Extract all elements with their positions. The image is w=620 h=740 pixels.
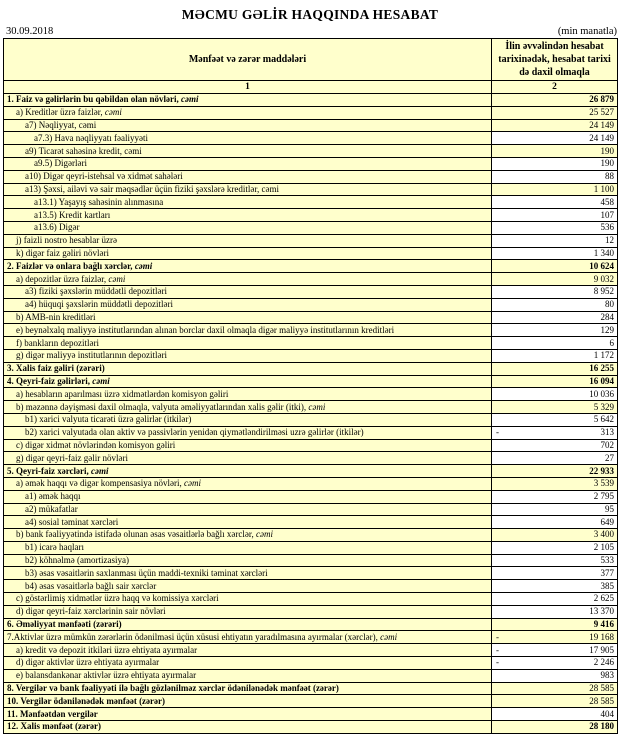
- table-row: [4, 669, 618, 682]
- row-value: [492, 375, 618, 388]
- row-value: [492, 94, 618, 107]
- row-label: 5. Qeyri-faiz xərcləri, cəmi: [4, 465, 492, 478]
- row-amount: 536: [600, 222, 614, 233]
- row-value: [492, 209, 618, 222]
- row-label: b) AMB-nin kreditləri: [4, 311, 492, 324]
- row-label: a13.5) Kredit kartları: [4, 209, 492, 222]
- row-value: [492, 337, 618, 350]
- row-value: [492, 324, 618, 337]
- row-label: b) bank fəaliyyətində istifadə olunan əsas vəsaitlərlə bağlı xərclər, cəmi: [4, 529, 492, 542]
- row-label: 1. Faiz və gəlirlərin bu qəbildən olan növləri, cəmi: [4, 94, 492, 107]
- table-row: [4, 324, 618, 337]
- row-amount: 1 100: [593, 183, 614, 194]
- column-index-2: 2: [492, 81, 618, 94]
- table-row: [4, 465, 618, 478]
- table-row: [4, 477, 618, 490]
- row-label: 4. Qeyri-faiz gəlirləri, cəmi: [4, 375, 492, 388]
- row-value: [492, 554, 618, 567]
- row-amount: 2 625: [593, 593, 614, 604]
- row-value: [492, 477, 618, 490]
- row-amount: 3 400: [593, 529, 614, 540]
- column-header-items: Mənfəət və zərər maddələri: [4, 39, 492, 81]
- table-row: [4, 503, 618, 516]
- table-row: [4, 529, 618, 542]
- row-label: a7.3) Hava nəqliyyatı fəaliyyəti: [4, 132, 492, 145]
- table-row: [4, 452, 618, 465]
- table-row: [4, 413, 618, 426]
- row-amount: 28 585: [589, 695, 614, 706]
- row-value: [492, 490, 618, 503]
- row-amount: 24 149: [589, 119, 614, 130]
- row-amount: 2 246: [593, 657, 614, 668]
- row-value: [492, 145, 618, 158]
- row-label: d) digər qeyri-faiz xərclərinin sair növləri: [4, 605, 492, 618]
- table-row: [4, 682, 618, 695]
- minus-sign: -: [496, 631, 499, 642]
- row-amount: 16 094: [589, 375, 614, 386]
- row-label: e) beynəlxalq maliyyə institutlarından alınan borclar daxil olmaqla digər maliyyə institutlarının kreditləri: [4, 324, 492, 337]
- unit-note: (min manatla): [557, 26, 617, 37]
- row-value: [492, 682, 618, 695]
- row-label: 12. Xalis mənfəət (zərər): [4, 721, 492, 734]
- row-amount: 9 032: [593, 273, 614, 284]
- table-row: [4, 426, 618, 439]
- table-row: [4, 337, 618, 350]
- row-value: [492, 605, 618, 618]
- table-row: [4, 132, 618, 145]
- minus-sign: -: [496, 427, 499, 438]
- row-label: a3) fiziki şəxslərin müddətli depozitləri: [4, 285, 492, 298]
- table-row: [4, 618, 618, 631]
- row-value: [492, 413, 618, 426]
- row-label: d) digər aktivlər üzrə ehtiyata ayırmalar: [4, 657, 492, 670]
- row-value: [492, 644, 618, 657]
- table-row: [4, 567, 618, 580]
- table-row: [4, 541, 618, 554]
- row-value: [492, 196, 618, 209]
- row-amount: 13 370: [589, 606, 614, 617]
- row-value: [492, 657, 618, 670]
- row-label: c) göstərlimiş xidmətlər üzrə haqq və komissiya xərcləri: [4, 593, 492, 606]
- table-row: [4, 593, 618, 606]
- row-amount: 26 879: [589, 94, 614, 105]
- row-value: [492, 503, 618, 516]
- row-label: b1) xarici valyuta ticarəti üzrə gəlirlər (itkilər): [4, 413, 492, 426]
- row-value: [492, 349, 618, 362]
- row-value: [492, 426, 618, 439]
- table-row: [4, 490, 618, 503]
- row-value: [492, 170, 618, 183]
- row-amount: 17 905: [589, 644, 614, 655]
- row-amount: 404: [600, 708, 614, 719]
- table-row: [4, 183, 618, 196]
- table-row: [4, 644, 618, 657]
- table-row: [4, 170, 618, 183]
- meta-row: [0, 23, 620, 38]
- row-label: a9) Ticarət sahəsinə kredit, cəmi: [4, 145, 492, 158]
- row-amount: 3 539: [593, 478, 614, 489]
- row-amount: 458: [600, 196, 614, 207]
- row-amount: 533: [600, 555, 614, 566]
- table-row: [4, 388, 618, 401]
- row-label: a13.6) Digər: [4, 221, 492, 234]
- table-header: [4, 39, 618, 94]
- row-value: [492, 580, 618, 593]
- row-amount: 6: [609, 337, 614, 348]
- table-row: [4, 311, 618, 324]
- row-label: k) digər faiz gəliri növləri: [4, 247, 492, 260]
- page-title: MƏCMU GƏLİR HAQQINDA HESABAT: [181, 7, 439, 22]
- table-row: [4, 695, 618, 708]
- row-label: 10. Vergilər ödənilənədək mənfəət (zərər): [4, 695, 492, 708]
- row-label: 6. Əməliyyat mənfəəti (zərəri): [4, 618, 492, 631]
- row-value: [492, 247, 618, 260]
- report-date: 30.09.2018: [6, 26, 54, 37]
- row-value: [492, 298, 618, 311]
- row-amount: 28 180: [589, 721, 614, 732]
- row-label: b2) xarici valyutada olan aktiv və passivlərin yenidən qiymətləndirilməsi uzrə gəlirlər (itkilər): [4, 426, 492, 439]
- table-row: [4, 439, 618, 452]
- row-value: [492, 106, 618, 119]
- row-value: [492, 465, 618, 478]
- row-label: b4) əsas vəsaitlərlə bağlı sair xərclər: [4, 580, 492, 593]
- row-label: a4) hüquqi şəxslərin müddətli depozitləri: [4, 298, 492, 311]
- table-row: [4, 145, 618, 158]
- table-row: [4, 721, 618, 734]
- row-value: [492, 439, 618, 452]
- row-value: [492, 234, 618, 247]
- table-row: [4, 260, 618, 273]
- row-label: g) digər qeyri-faiz gəlir növləri: [4, 452, 492, 465]
- table-row: [4, 119, 618, 132]
- row-label: a2) mükafatlar: [4, 503, 492, 516]
- row-amount: 16 255: [589, 363, 614, 374]
- table-row: [4, 209, 618, 222]
- row-value: [492, 669, 618, 682]
- row-amount: 95: [605, 503, 614, 514]
- row-amount: 24 149: [589, 132, 614, 143]
- row-label: a) hesabların aparılması üzrə xidmətlərdən komisyon gəliri: [4, 388, 492, 401]
- row-label: a1) əmək haqqı: [4, 490, 492, 503]
- row-value: [492, 695, 618, 708]
- row-value: [492, 516, 618, 529]
- row-amount: 25 527: [589, 107, 614, 118]
- table-row: [4, 657, 618, 670]
- report-table-body: [4, 94, 618, 734]
- table-row: [4, 516, 618, 529]
- row-amount: 2 105: [593, 542, 614, 553]
- table-row: [4, 273, 618, 286]
- row-amount: 19 168: [589, 631, 614, 642]
- row-amount: 107: [600, 209, 614, 220]
- row-label: a13.1) Yaşayış sahəsinin alınmasına: [4, 196, 492, 209]
- row-value: [492, 541, 618, 554]
- row-label: a10) Digər qeyri-istehsal və xidmət sahələri: [4, 170, 492, 183]
- row-value: [492, 273, 618, 286]
- row-amount: 27: [605, 452, 614, 463]
- row-label: b1) icarə haqları: [4, 541, 492, 554]
- minus-sign: -: [496, 657, 499, 668]
- table-row: [4, 401, 618, 414]
- row-label: 7.Aktivlər üzrə mümkün zərərlərin ödənilməsi üçün xüsusi ehtiyatın yaradılmasına ayırmalar (xərclər), cəmi: [4, 631, 492, 644]
- row-label: a) Kreditlər üzrə faizlər, cəmi: [4, 106, 492, 119]
- row-amount: 702: [600, 439, 614, 450]
- row-value: [492, 401, 618, 414]
- row-amount: 80: [605, 299, 614, 310]
- row-label: a) depozitlər üzrə faizlər, cəmi: [4, 273, 492, 286]
- row-amount: 983: [600, 670, 614, 681]
- row-label: g) digər maliyyə institutlarının depozitləri: [4, 349, 492, 362]
- row-value: [492, 721, 618, 734]
- table-row: [4, 605, 618, 618]
- row-value: [492, 529, 618, 542]
- row-amount: 5 329: [593, 401, 614, 412]
- table-row: [4, 106, 618, 119]
- minus-sign: -: [496, 644, 499, 655]
- row-amount: 22 933: [589, 465, 614, 476]
- row-label: 8. Vergilər və bank fəaliyyəti ilə bağlı gözlənilməz xərclər ödənilənədək mənfəət (zərər): [4, 682, 492, 695]
- row-amount: 1 172: [593, 350, 614, 361]
- row-label: a) əmək haqqı və digər kompensasiya növləri, cəmi: [4, 477, 492, 490]
- table-row: [4, 580, 618, 593]
- row-value: [492, 157, 618, 170]
- row-amount: 190: [600, 145, 614, 156]
- row-value: [492, 132, 618, 145]
- table-row: [4, 631, 618, 644]
- row-amount: 28 585: [589, 683, 614, 694]
- table-row: [4, 157, 618, 170]
- row-label: 2. Faizlər və onlara bağlı xərclər, cəmi: [4, 260, 492, 273]
- row-value: [492, 708, 618, 721]
- row-amount: 1 340: [593, 247, 614, 258]
- row-value: [492, 119, 618, 132]
- row-value: [492, 260, 618, 273]
- row-label: b2) köhnəlmə (amortizasiya): [4, 554, 492, 567]
- row-label: a7) Nəqliyyat, cəmi: [4, 119, 492, 132]
- row-amount: 88: [605, 171, 614, 182]
- row-label: a) kredit və depozit itkiləri üzrə ehtiyata ayırmalar: [4, 644, 492, 657]
- table-row: [4, 554, 618, 567]
- row-value: [492, 631, 618, 644]
- row-amount: 9 416: [593, 619, 614, 630]
- row-value: [492, 593, 618, 606]
- table-row: [4, 375, 618, 388]
- row-label: j) faizli nostro hesablar üzrə: [4, 234, 492, 247]
- row-amount: 12: [605, 235, 614, 246]
- row-amount: 5 642: [593, 414, 614, 425]
- table-row: [4, 221, 618, 234]
- row-amount: 10 624: [589, 260, 614, 271]
- row-amount: 284: [600, 311, 614, 322]
- table-row: [4, 94, 618, 107]
- row-label: a4) sosial təminat xərcləri: [4, 516, 492, 529]
- row-value: [492, 362, 618, 375]
- row-label: e) balansdankənar aktivlər üzrə ehtiyata ayırmalar: [4, 669, 492, 682]
- table-row: [4, 298, 618, 311]
- row-value: [492, 388, 618, 401]
- row-amount: 190: [600, 158, 614, 169]
- table-row: [4, 196, 618, 209]
- income-statement-table: [3, 38, 618, 734]
- table-row: [4, 247, 618, 260]
- row-amount: 8 952: [593, 286, 614, 297]
- row-label: 3. Xalis faiz gəliri (zərəri): [4, 362, 492, 375]
- table-row: [4, 234, 618, 247]
- row-amount: 385: [600, 580, 614, 591]
- row-amount: 377: [600, 567, 614, 578]
- row-value: [492, 567, 618, 580]
- row-value: [492, 183, 618, 196]
- table-row: [4, 708, 618, 721]
- table-row: [4, 349, 618, 362]
- row-amount: 313: [600, 427, 614, 438]
- row-value: [492, 452, 618, 465]
- row-label: 11. Mənfəətdən vergilər: [4, 708, 492, 721]
- table-row: [4, 285, 618, 298]
- row-amount: 129: [600, 324, 614, 335]
- row-label: f) bankların depozitləri: [4, 337, 492, 350]
- row-amount: 649: [600, 516, 614, 527]
- row-label: a9.5) Digərləri: [4, 157, 492, 170]
- row-amount: 10 036: [589, 388, 614, 399]
- table-row: [4, 362, 618, 375]
- row-label: c) digər xidmət növlərindən komisyon gəliri: [4, 439, 492, 452]
- row-value: [492, 618, 618, 631]
- column-index-1: 1: [4, 81, 492, 94]
- column-header-values: İlin əvvəlindən hesabat tarixinədək, hesabat tarixi də daxil olmaqla: [492, 39, 618, 81]
- row-value: [492, 285, 618, 298]
- row-label: b) məzənnə dəyişməsi daxil olmaqla, valyuta əməliyyatlarından xalis gəlir (itki), cəmi: [4, 401, 492, 414]
- row-value: [492, 221, 618, 234]
- row-amount: 2 795: [593, 491, 614, 502]
- row-value: [492, 311, 618, 324]
- row-label: a13) Şəxsi, ailəvi və sair məqsədlər üçün fiziki şəxslərə kreditlər, cəmi: [4, 183, 492, 196]
- row-label: b3) əsas vəsaitlərin saxlanması üçün maddi-texniki təminat xərcləri: [4, 567, 492, 580]
